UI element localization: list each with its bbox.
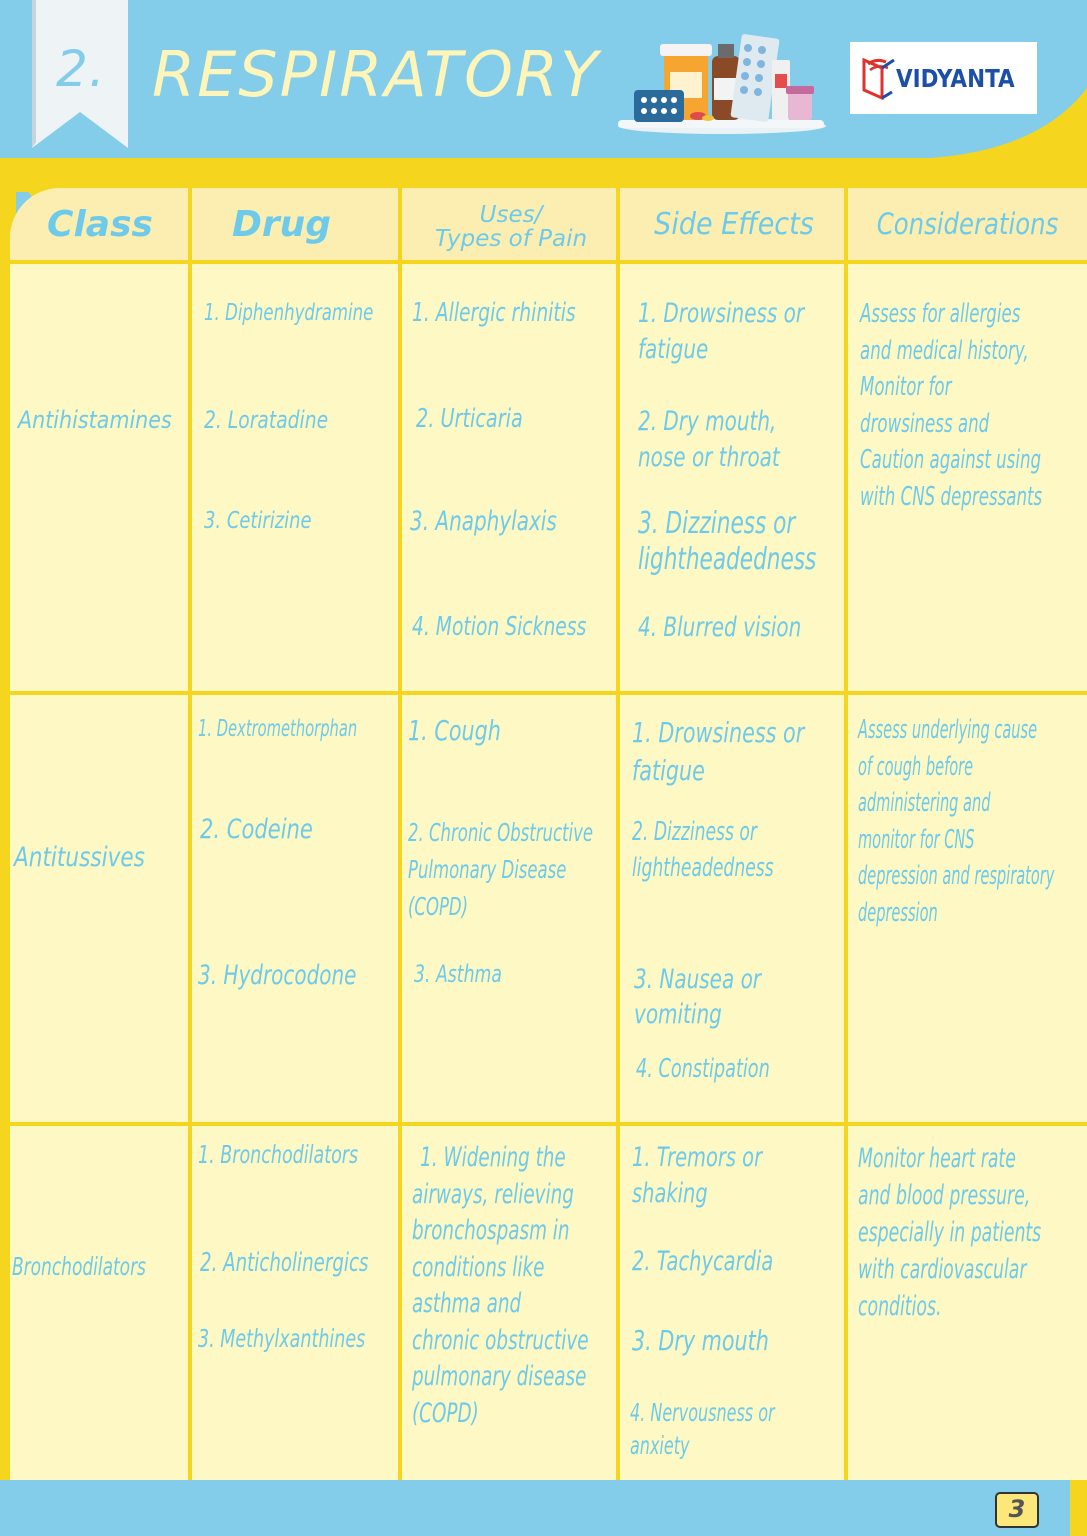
side-effect-line: 2. Dizziness or [632,817,757,847]
use-line: 2. Chronic Obstructive [408,818,594,847]
considerations-line: depression and respiratory [858,861,1055,891]
considerations-line: Assess underlying cause [858,715,1038,745]
column-header-considerations: Considerations [876,207,1059,241]
side-effect-line: lightheadedness [632,853,774,883]
side-effect-line: shaking [632,1178,708,1209]
considerations-line: Assess for allergies [860,299,1021,329]
side-effect-line: vomiting [634,999,722,1030]
use-item [414,960,502,988]
drug-item: 3. Methylxanthines [198,1324,366,1353]
side-effect-item [632,1140,762,1212]
drug-item: 1. Diphenhydramine [204,300,374,326]
side-effect-line: 3. Nausea or [634,964,762,995]
drug-item: 3. Hydrocodone [198,960,357,991]
logo-text: VIDYANTA [896,64,1015,93]
class-name: Bronchodilators [12,1252,146,1281]
considerations-line: and medical history, [860,335,1029,366]
side-effect-item [632,1246,773,1277]
considerations-line: Monitor heart rate [858,1143,1016,1174]
use-line: 1. Widening the [420,1142,566,1173]
side-effect-line: fatigue [638,334,709,365]
side-effect-item [632,1324,769,1357]
side-effect-item [638,404,780,476]
drug-table [10,188,1087,1480]
side-effect-item [636,1054,770,1084]
use-line: Pulmonary Disease [408,855,567,884]
considerations-line: with CNS depressants [860,481,1043,512]
side-effect-line: fatigue [632,754,705,787]
use-line: airways, relieving [412,1178,574,1210]
considerations-text [858,1140,1041,1325]
page-number: 3 [995,1492,1039,1528]
use-line: conditions like [412,1251,545,1283]
use-item [408,714,501,747]
drug-item: 2. Codeine [200,814,313,845]
use-item: 4. Motion Sickness [412,612,587,642]
use-line: (COPD) [412,1397,479,1429]
considerations-line: with cardiovascular [858,1254,1027,1285]
use-line: pulmonary disease [412,1361,587,1392]
class-name: Antihistamines [18,406,172,434]
column-header-uses-line2: Types of Pain [434,226,588,252]
considerations-text [860,296,1042,515]
side-effect-item [632,714,804,790]
side-effect-line: 1. Tremors or [632,1142,763,1173]
row-divider [10,1122,1087,1126]
class-name: Antitussives [14,842,145,873]
side-effect-item [638,506,816,578]
side-effect-line: 2. Tachycardia [632,1246,774,1277]
considerations-line: administering and [858,788,991,818]
side-effect-item [638,612,801,643]
side-effect-item [634,962,761,1032]
considerations-line: monitor for CNS [858,824,975,855]
use-line: 3. Asthma [414,960,502,988]
side-effect-line: 3. Dizziness or [638,506,796,541]
considerations-line: depression [858,897,938,928]
side-effect-line: 4. Blurred vision [638,612,802,643]
side-effect-item [632,814,774,886]
row-divider [10,260,1087,264]
drug-item: 2. Anticholinergics [200,1248,369,1278]
side-effect-line: anxiety [630,1431,690,1460]
row-divider [10,691,1087,695]
use-item: 1. Allergic rhinitis [412,298,576,328]
considerations-line: especially in patients [858,1217,1042,1248]
side-effect-line: 2. Dry mouth, [638,406,777,437]
considerations-line: Monitor for [860,372,952,402]
side-effect-item [638,296,804,368]
use-line: chronic obstructive [412,1324,589,1356]
considerations-line: drowsiness and [860,408,990,439]
use-line: bronchospasm in [412,1215,570,1246]
side-effect-line: 4. Nervousness or [630,1398,775,1427]
drug-item: 2. Loratadine [204,406,329,434]
column-header-drug: Drug [232,203,332,245]
table-header [10,188,1087,260]
column-header-side-effects: Side Effects [654,206,814,242]
drug-item: 3. Cetirizine [204,508,312,534]
use-item: 3. Anaphylaxis [410,506,557,537]
drug-item: 1. Dextromethorphan [198,716,358,742]
column-header-uses [402,188,620,260]
considerations-text [858,712,1054,931]
considerations-line: and blood pressure, [858,1180,1031,1211]
section-number: 2. [56,40,106,98]
use-line: (COPD) [408,892,469,921]
page-title: RESPIRATORY [152,38,600,111]
considerations-line: of cough before [858,751,974,782]
use-line: 1. Cough [408,714,501,747]
column-header-class: Class [47,203,153,245]
side-effect-line: 4. Constipation [636,1054,770,1084]
use-item [408,814,593,925]
side-effect-line: lightheadedness [638,542,817,577]
use-item [412,1140,589,1432]
use-line: asthma and [412,1288,522,1319]
side-effect-line: 1. Drowsiness or [632,716,805,749]
side-effect-line: nose or throat [638,442,780,473]
column-divider [616,188,620,1480]
side-effect-line: 3. Dry mouth [632,1324,769,1357]
column-divider [188,188,192,1480]
column-divider [398,188,402,1480]
side-effect-line: 1. Drowsiness or [638,298,805,329]
drug-item: 1. Bronchodilators [198,1140,359,1169]
use-item: 2. Urticaria [416,404,523,434]
column-divider [844,188,848,1480]
side-effect-item [630,1396,775,1462]
considerations-line: conditios. [858,1291,942,1322]
considerations-line: Caution against using [860,445,1042,475]
column-header-uses-line1: Uses/ [479,202,543,228]
